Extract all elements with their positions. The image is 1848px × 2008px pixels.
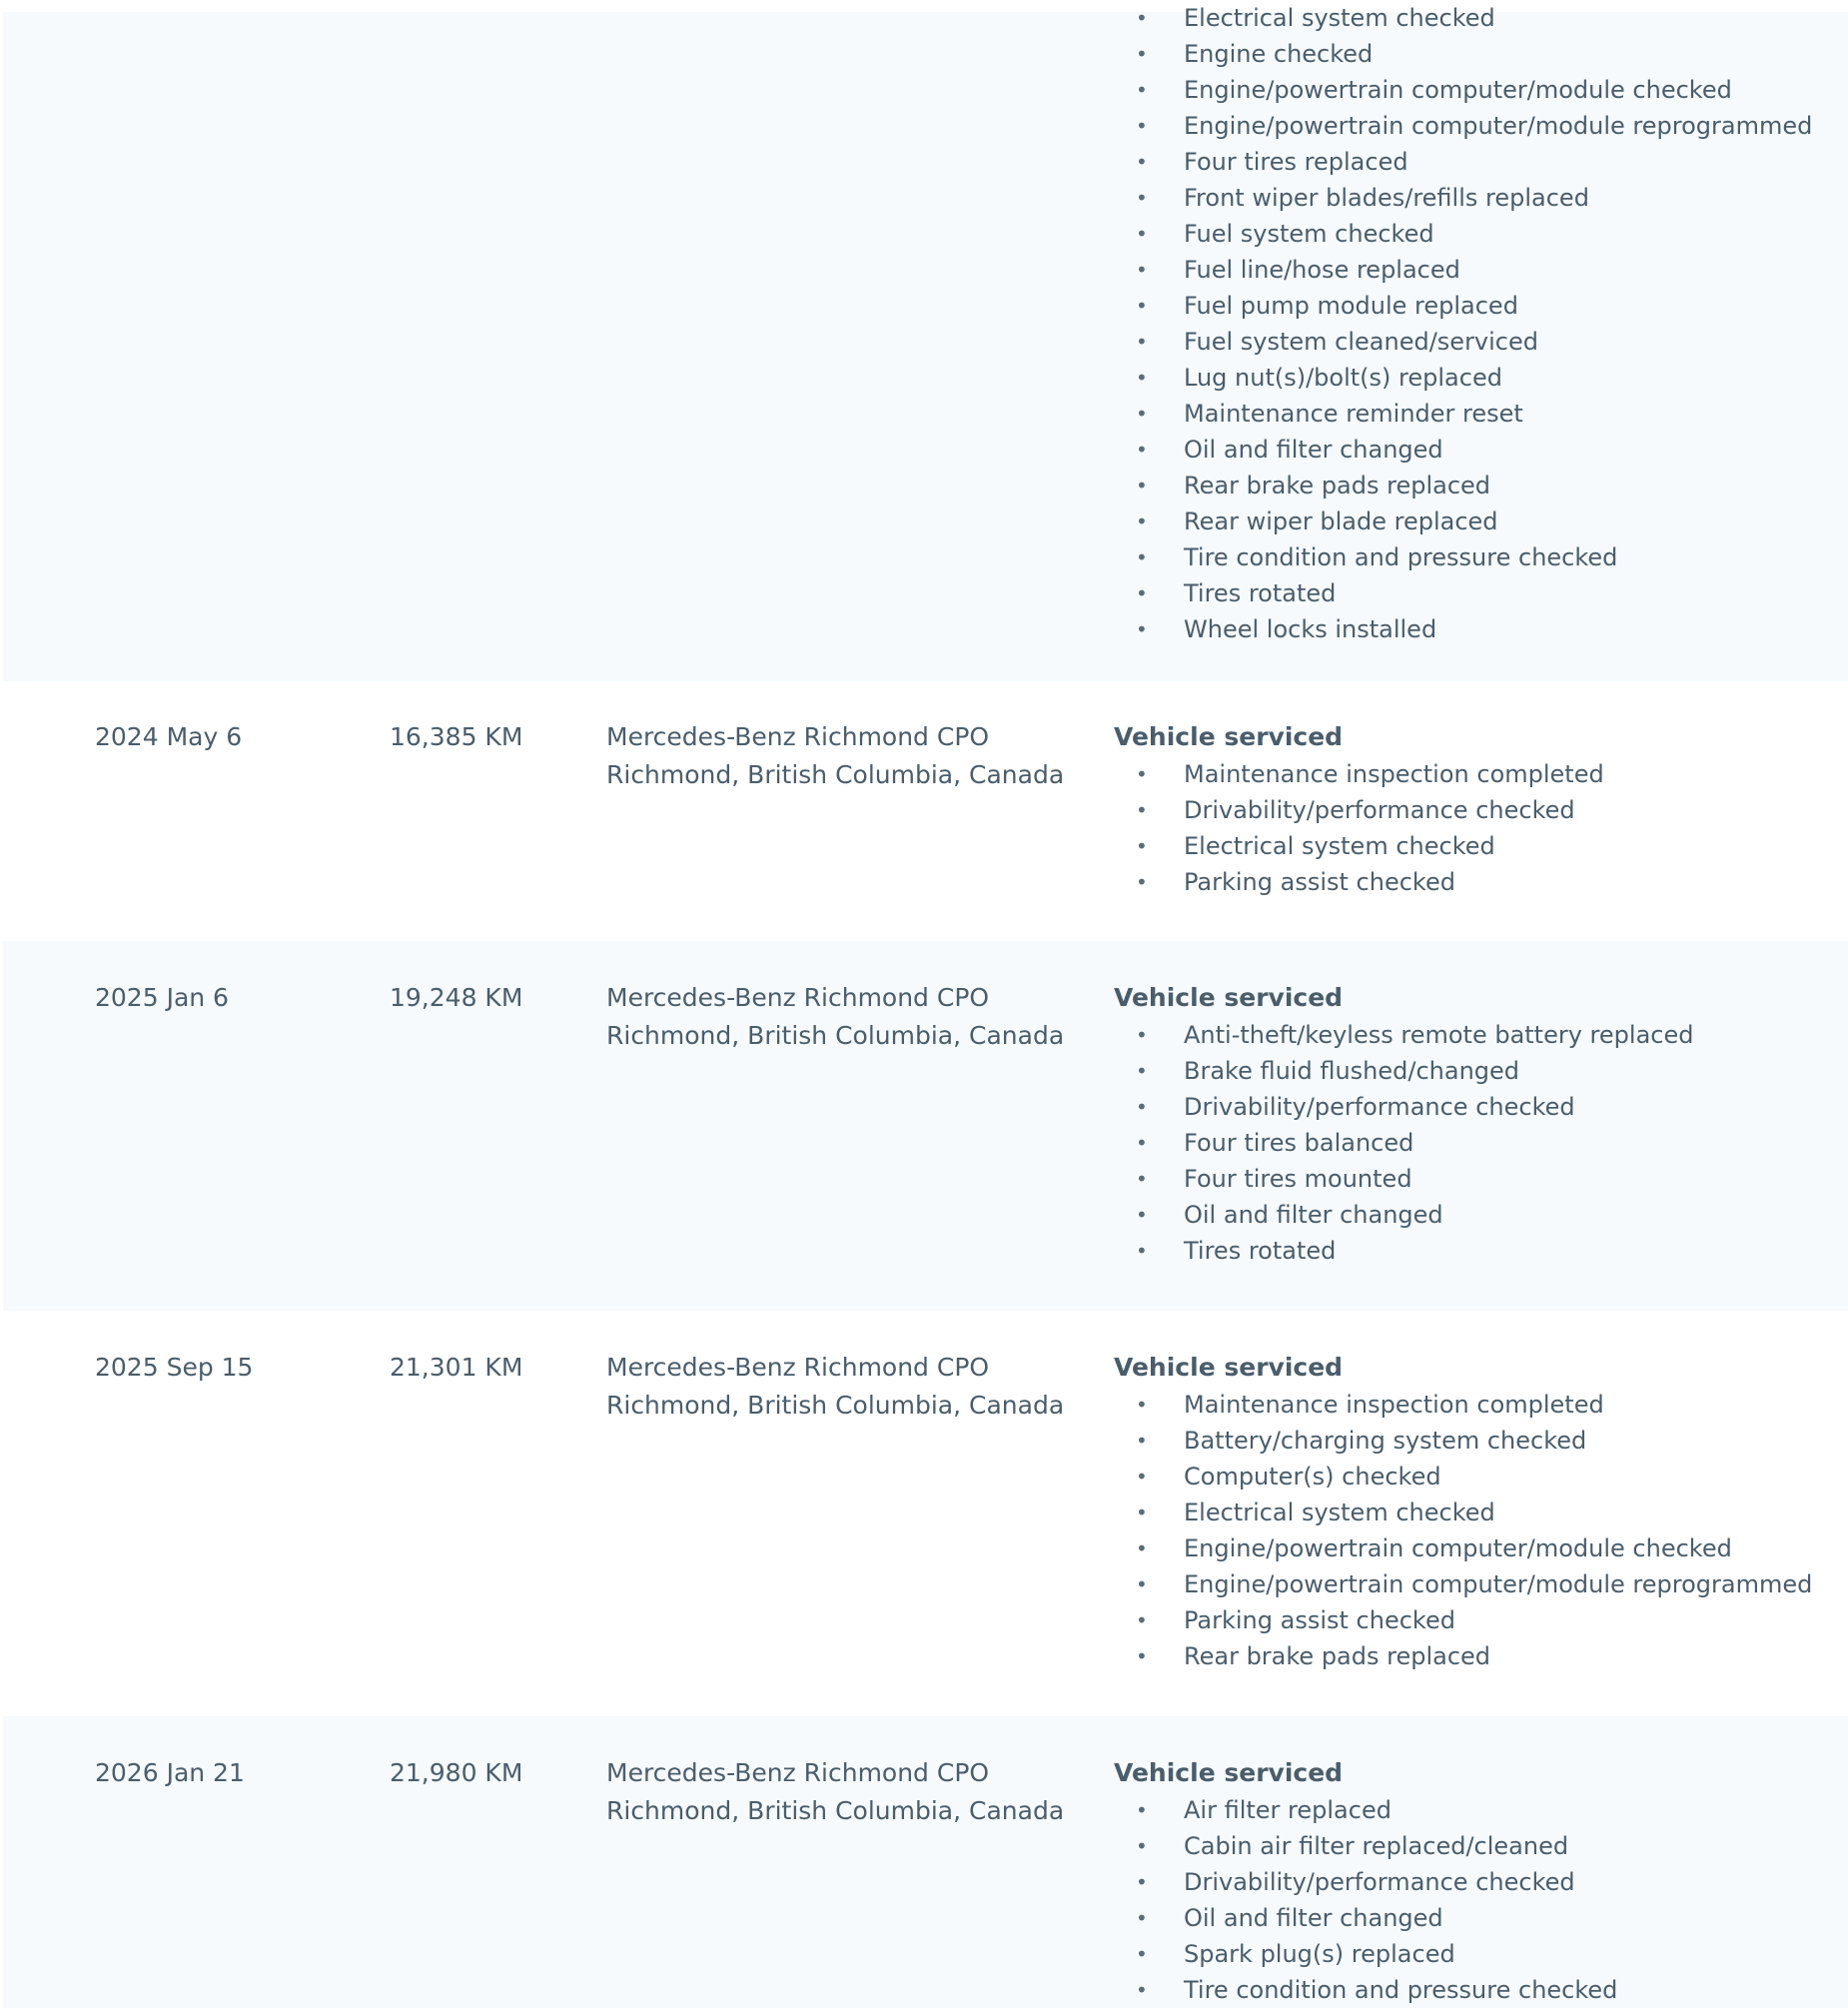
- bullet-icon: •: [1136, 1023, 1148, 1047]
- service-title: Vehicle serviced: [1114, 1758, 1344, 1787]
- source-location: Richmond, British Columbia, Canada: [606, 1796, 1065, 1825]
- record-details: [1114, 718, 1843, 900]
- service-item: [1114, 180, 1843, 216]
- service-items-list: [1114, 0, 1843, 647]
- source-name: Mercedes-Benz Richmond CPO: [606, 1758, 990, 1787]
- service-item-label: Maintenance reminder reset: [1184, 400, 1523, 428]
- record-odometer: 19,248 KM: [390, 983, 523, 1012]
- bullet-icon: •: [1136, 1429, 1148, 1453]
- bullet-icon: •: [1136, 6, 1148, 30]
- service-item-label: Maintenance inspection completed: [1184, 1391, 1604, 1419]
- service-item-label: Spark plug(s) replaced: [1184, 1940, 1455, 1968]
- service-item: [1114, 108, 1843, 144]
- service-item: [1114, 1936, 1843, 1972]
- source-location: Richmond, British Columbia, Canada: [606, 1391, 1065, 1420]
- service-item-label: Computer(s) checked: [1184, 1463, 1441, 1491]
- service-record: [3, 4, 1848, 681]
- service-item: [1114, 828, 1843, 864]
- service-item: [1114, 575, 1843, 611]
- service-items-list: [1114, 1387, 1843, 1674]
- record-details: [1114, 1754, 1843, 2008]
- service-item-label: Drivability/performance checked: [1184, 1868, 1575, 1896]
- service-item-label: Engine/powertrain computer/module reprogrammed: [1184, 112, 1813, 140]
- service-item-label: Air filter replaced: [1184, 1796, 1391, 1824]
- record-details: [1114, 0, 1843, 647]
- service-items-list: [1114, 1792, 1843, 2008]
- service-item-label: Electrical system checked: [1184, 4, 1495, 32]
- record-source: [606, 1349, 1064, 1425]
- bullet-icon: •: [1136, 1906, 1148, 1930]
- record-date: 2026 Jan 21: [95, 1758, 245, 1787]
- service-item-label: Tires rotated: [1184, 579, 1337, 607]
- bullet-icon: •: [1136, 402, 1148, 426]
- source-name: Mercedes-Benz Richmond CPO: [606, 722, 990, 751]
- service-item-label: Rear wiper blade replaced: [1184, 507, 1498, 535]
- bullet-icon: •: [1136, 114, 1148, 138]
- service-items-list: [1114, 1017, 1843, 1269]
- bullet-icon: •: [1136, 1608, 1148, 1632]
- service-item: [1114, 1053, 1843, 1089]
- service-item-label: Front wiper blades/refills replaced: [1184, 184, 1589, 212]
- record-odometer: 16,385 KM: [390, 722, 523, 751]
- service-item-label: Parking assist checked: [1184, 868, 1455, 896]
- service-item: [1114, 396, 1843, 432]
- bullet-icon: •: [1136, 1167, 1148, 1191]
- service-item-label: Fuel line/hose replaced: [1184, 256, 1460, 284]
- service-item: [1114, 1602, 1843, 1638]
- service-item: [1114, 324, 1843, 360]
- source-name: Mercedes-Benz Richmond CPO: [606, 1353, 990, 1382]
- service-item: [1114, 539, 1843, 575]
- record-date: 2025 Jan 6: [95, 983, 229, 1012]
- service-title: Vehicle serviced: [1114, 983, 1344, 1012]
- service-item: [1114, 1864, 1843, 1900]
- bullet-icon: •: [1136, 1501, 1148, 1524]
- bullet-icon: •: [1136, 1131, 1148, 1155]
- bullet-icon: •: [1136, 438, 1148, 462]
- bullet-icon: •: [1136, 1203, 1148, 1227]
- service-item: [1114, 1828, 1843, 1864]
- service-item-label: Oil and filter changed: [1184, 1904, 1443, 1932]
- service-item-label: Engine/powertrain computer/module checked: [1184, 1534, 1732, 1562]
- service-item-label: Engine/powertrain computer/module reprogrammed: [1184, 1570, 1813, 1598]
- service-item: [1114, 360, 1843, 396]
- bullet-icon: •: [1136, 1239, 1148, 1263]
- service-item-label: Electrical system checked: [1184, 1499, 1495, 1526]
- bullet-icon: •: [1136, 1978, 1148, 2002]
- service-record: [3, 1311, 1848, 1716]
- service-item-label: Wheel locks installed: [1184, 615, 1437, 643]
- service-item-label: Tires rotated: [1184, 1237, 1337, 1265]
- record-details: [1114, 1349, 1843, 1674]
- service-record: [3, 681, 1848, 941]
- service-item-label: Rear brake pads replaced: [1184, 472, 1491, 500]
- service-item: [1114, 1900, 1843, 1936]
- bullet-icon: •: [1136, 330, 1148, 354]
- record-odometer: 21,980 KM: [390, 1758, 523, 1787]
- bullet-icon: •: [1136, 1798, 1148, 1822]
- service-item: [1114, 432, 1843, 468]
- service-item: [1114, 1459, 1843, 1495]
- record-odometer: 21,301 KM: [390, 1353, 523, 1382]
- bullet-icon: •: [1136, 1572, 1148, 1596]
- service-item-label: Rear brake pads replaced: [1184, 1642, 1491, 1670]
- service-item: [1114, 1387, 1843, 1423]
- record-source: [606, 1754, 1064, 1830]
- service-item: [1114, 503, 1843, 539]
- service-item-label: Tire condition and pressure checked: [1184, 1976, 1618, 2004]
- service-item: [1114, 1566, 1843, 1602]
- service-item-label: Oil and filter changed: [1184, 436, 1443, 464]
- bullet-icon: •: [1136, 1870, 1148, 1894]
- service-item: [1114, 1161, 1843, 1197]
- bullet-icon: •: [1136, 1834, 1148, 1858]
- service-item: [1114, 144, 1843, 180]
- service-item-label: Engine/powertrain computer/module checked: [1184, 76, 1732, 104]
- bullet-icon: •: [1136, 42, 1148, 66]
- bullet-icon: •: [1136, 1095, 1148, 1119]
- bullet-icon: •: [1136, 617, 1148, 641]
- record-source: [606, 979, 1064, 1055]
- service-item: [1114, 1638, 1843, 1674]
- bullet-icon: •: [1136, 186, 1148, 210]
- service-item: [1114, 1495, 1843, 1530]
- service-item-label: Anti-theft/keyless remote battery replaced: [1184, 1021, 1694, 1049]
- bullet-icon: •: [1136, 762, 1148, 786]
- service-item: [1114, 1233, 1843, 1269]
- service-item: [1114, 1125, 1843, 1161]
- record-date: 2024 May 6: [95, 722, 243, 751]
- source-location: Richmond, British Columbia, Canada: [606, 760, 1065, 789]
- service-item-label: Engine checked: [1184, 40, 1374, 68]
- service-item: [1114, 72, 1843, 108]
- service-item-label: Drivability/performance checked: [1184, 1093, 1575, 1121]
- bullet-icon: •: [1136, 798, 1148, 822]
- service-item-label: Drivability/performance checked: [1184, 796, 1575, 824]
- bullet-icon: •: [1136, 1644, 1148, 1668]
- service-item: [1114, 468, 1843, 503]
- record-date: 2025 Sep 15: [95, 1353, 254, 1382]
- source-location: Richmond, British Columbia, Canada: [606, 1021, 1065, 1050]
- bullet-icon: •: [1136, 258, 1148, 282]
- service-item-label: Electrical system checked: [1184, 832, 1495, 860]
- service-title: Vehicle serviced: [1114, 722, 1344, 751]
- bullet-icon: •: [1136, 150, 1148, 174]
- bullet-icon: •: [1136, 581, 1148, 605]
- service-item-label: Battery/charging system checked: [1184, 1427, 1587, 1455]
- bullet-icon: •: [1136, 545, 1148, 569]
- bullet-icon: •: [1136, 509, 1148, 533]
- bullet-icon: •: [1136, 1465, 1148, 1489]
- service-item-label: Parking assist checked: [1184, 1606, 1455, 1634]
- service-item: [1114, 252, 1843, 288]
- bullet-icon: •: [1136, 78, 1148, 102]
- bullet-icon: •: [1136, 1059, 1148, 1083]
- service-item-label: Fuel pump module replaced: [1184, 292, 1518, 320]
- bullet-icon: •: [1136, 1393, 1148, 1417]
- service-item: [1114, 1197, 1843, 1233]
- service-item: [1114, 216, 1843, 252]
- service-item: [1114, 288, 1843, 324]
- service-item: [1114, 756, 1843, 792]
- service-item-label: Four tires balanced: [1184, 1129, 1414, 1157]
- service-item: [1114, 36, 1843, 72]
- service-item-label: Lug nut(s)/bolt(s) replaced: [1184, 364, 1502, 392]
- source-name: Mercedes-Benz Richmond CPO: [606, 983, 990, 1012]
- service-item-label: Four tires mounted: [1184, 1165, 1412, 1193]
- bullet-icon: •: [1136, 222, 1148, 246]
- service-item: [1114, 792, 1843, 828]
- service-item: [1114, 1972, 1843, 2008]
- service-item: [1114, 0, 1843, 36]
- service-item-label: Fuel system cleaned/serviced: [1184, 328, 1538, 356]
- service-item-label: Fuel system checked: [1184, 220, 1434, 248]
- bullet-icon: •: [1136, 1942, 1148, 1966]
- bullet-icon: •: [1136, 366, 1148, 390]
- service-item: [1114, 611, 1843, 647]
- service-item: [1114, 1423, 1843, 1459]
- service-item: [1114, 864, 1843, 900]
- service-item-label: Tire condition and pressure checked: [1184, 543, 1618, 571]
- bullet-icon: •: [1136, 870, 1148, 894]
- service-item: [1114, 1017, 1843, 1053]
- service-item-label: Brake fluid flushed/changed: [1184, 1057, 1520, 1085]
- service-record: [3, 941, 1848, 1311]
- service-title: Vehicle serviced: [1114, 1353, 1344, 1382]
- bullet-icon: •: [1136, 474, 1148, 498]
- service-item-label: Oil and filter changed: [1184, 1201, 1443, 1229]
- service-record: [3, 1716, 1848, 2008]
- bullet-icon: •: [1136, 294, 1148, 318]
- service-item: [1114, 1792, 1843, 1828]
- service-item: [1114, 1089, 1843, 1125]
- service-item: [1114, 1530, 1843, 1566]
- record-source: [606, 718, 1064, 794]
- record-details: [1114, 979, 1843, 1269]
- service-item-label: Cabin air filter replaced/cleaned: [1184, 1832, 1569, 1860]
- bullet-icon: •: [1136, 1536, 1148, 1560]
- bullet-icon: •: [1136, 834, 1148, 858]
- service-item-label: Four tires replaced: [1184, 148, 1408, 176]
- service-item-label: Maintenance inspection completed: [1184, 760, 1604, 788]
- service-items-list: [1114, 756, 1843, 900]
